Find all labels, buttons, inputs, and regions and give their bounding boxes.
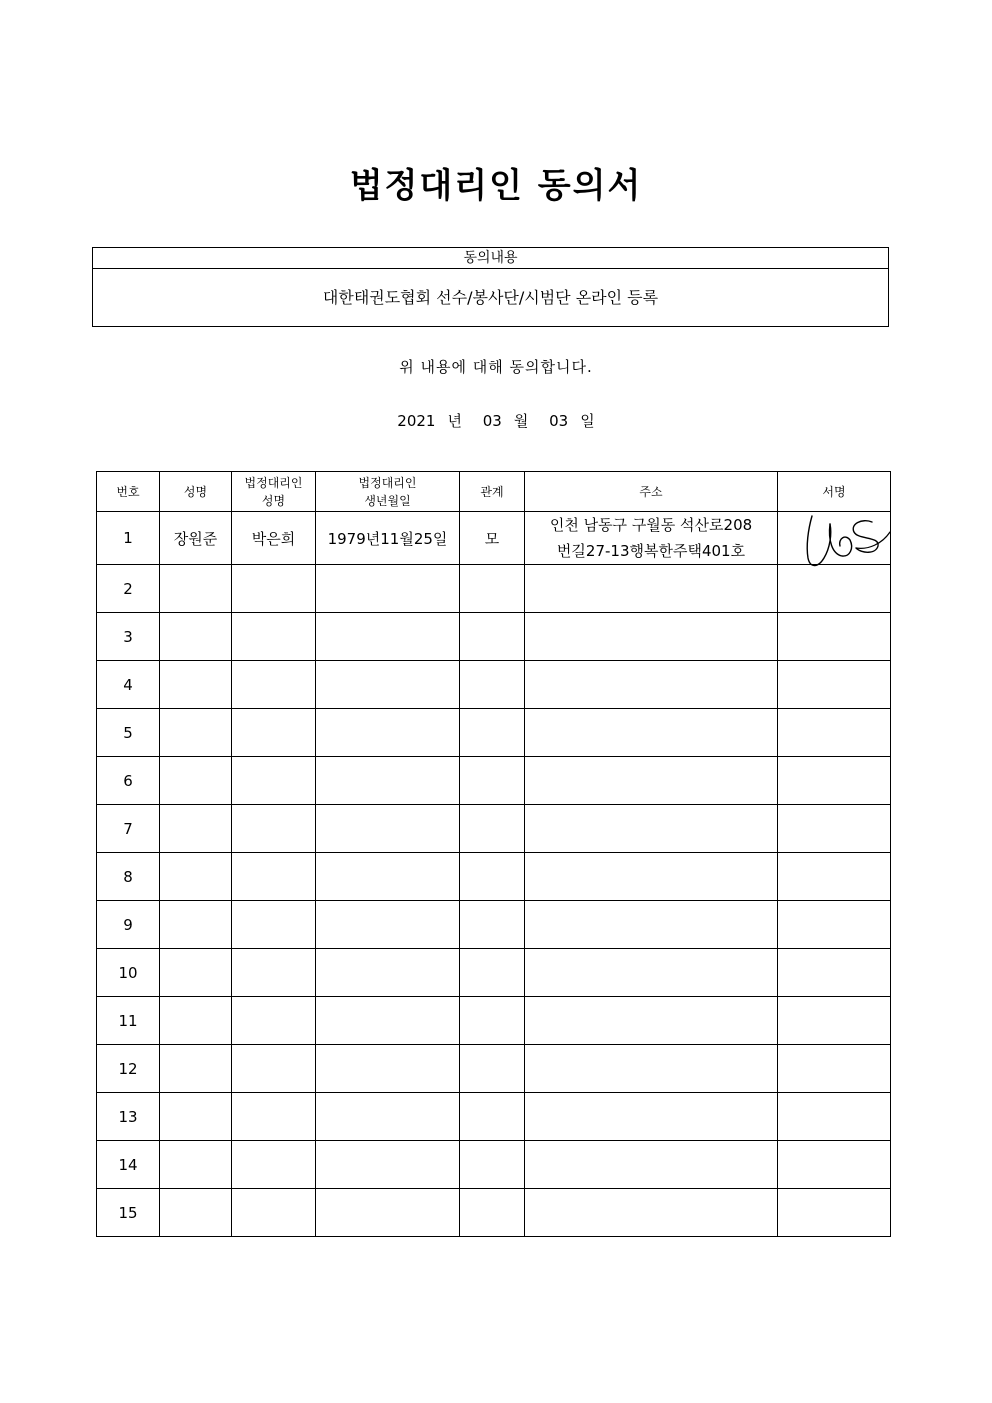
row-signature (778, 853, 891, 901)
row-no: 10 (97, 949, 160, 997)
table-row (97, 661, 891, 709)
row-name (160, 805, 232, 853)
row-relation (460, 949, 525, 997)
row-guardian-birth (316, 565, 460, 613)
header-guardian-birth-line1: 법정대리인 (358, 475, 417, 490)
row-guardian-name (232, 661, 316, 709)
row-guardian-name (232, 757, 316, 805)
row-no: 7 (97, 805, 160, 853)
row-signature (778, 997, 891, 1045)
row-no: 14 (97, 1141, 160, 1189)
document-title: 법정대리인 동의서 (349, 166, 643, 206)
row-no: 13 (97, 1093, 160, 1141)
row-no: 1 (97, 512, 160, 565)
consent-content: 대한태권도협회 선수/봉사단/시범단 온라인 등록 (322, 288, 659, 307)
row-address (525, 709, 778, 757)
row-relation (460, 709, 525, 757)
consent-date (0, 410, 992, 431)
header-guardian-birth (316, 472, 460, 512)
date-month: 03 (482, 412, 502, 430)
row-guardian-name (232, 805, 316, 853)
row-signature (778, 512, 891, 565)
row-guardian-name (232, 1045, 316, 1093)
row-signature (778, 661, 891, 709)
row-signature (778, 1189, 891, 1237)
header-guardian-birth-line2: 생년월일 (364, 493, 411, 508)
row-address (525, 901, 778, 949)
row-name (160, 901, 232, 949)
row-guardian-birth (316, 661, 460, 709)
date-day-unit: 일 (580, 412, 595, 430)
row-address (525, 661, 778, 709)
row-guardian-birth (316, 1093, 460, 1141)
row-name (160, 565, 232, 613)
row-name (160, 757, 232, 805)
row-no: 12 (97, 1045, 160, 1093)
row-signature (778, 709, 891, 757)
row-guardian-birth (316, 1141, 460, 1189)
row-guardian-name (232, 853, 316, 901)
row-name (160, 1189, 232, 1237)
row-name (160, 949, 232, 997)
table-row (97, 1093, 891, 1141)
row-name (160, 853, 232, 901)
row-relation (460, 1189, 525, 1237)
row-no: 9 (97, 901, 160, 949)
row-no: 5 (97, 709, 160, 757)
row-guardian-birth (316, 757, 460, 805)
row-relation (460, 565, 525, 613)
row-address (525, 997, 778, 1045)
table-row (97, 512, 891, 565)
table-row (97, 949, 891, 997)
row-name (160, 661, 232, 709)
row-no: 11 (97, 997, 160, 1045)
header-guardian-name-line1: 법정대리인 (244, 475, 303, 490)
row-guardian-birth (316, 1045, 460, 1093)
header-address: 주소 (525, 472, 778, 512)
row-no: 8 (97, 853, 160, 901)
row-name: 장원준 (160, 512, 232, 565)
row-name (160, 1141, 232, 1189)
row-guardian-name (232, 1189, 316, 1237)
row-address (525, 853, 778, 901)
row-relation (460, 853, 525, 901)
table-row (97, 805, 891, 853)
row-address (525, 512, 778, 565)
row-guardian-name: 박은희 (232, 512, 316, 565)
row-relation (460, 613, 525, 661)
table-row (97, 1141, 891, 1189)
row-guardian-birth (316, 901, 460, 949)
row-guardian-birth (316, 949, 460, 997)
row-guardian-name (232, 949, 316, 997)
row-name (160, 613, 232, 661)
row-relation (460, 805, 525, 853)
header-signature: 서명 (778, 472, 891, 512)
row-guardian-birth (316, 709, 460, 757)
row-signature (778, 613, 891, 661)
consent-box (92, 247, 889, 327)
row-signature (778, 757, 891, 805)
date-month-unit: 월 (513, 412, 529, 430)
header-relation: 관계 (460, 472, 525, 512)
row-guardian-name (232, 613, 316, 661)
row-guardian-name (232, 997, 316, 1045)
date-year: 2021 (397, 412, 436, 430)
table-row (97, 757, 891, 805)
header-guardian-name (232, 472, 316, 512)
guardian-roster-table (96, 471, 891, 1237)
agreement-statement: 위 내용에 대해 동의합니다. (399, 358, 593, 376)
row-address (525, 565, 778, 613)
row-name (160, 709, 232, 757)
row-guardian-birth (316, 613, 460, 661)
row-address-line2: 번길27-13행복한주택401호 (556, 542, 746, 560)
consent-header: 동의내용 (93, 248, 888, 269)
row-address (525, 949, 778, 997)
row-relation (460, 757, 525, 805)
row-address (525, 1189, 778, 1237)
header-no: 번호 (97, 472, 160, 512)
date-day: 03 (549, 412, 569, 430)
header-name: 성명 (160, 472, 232, 512)
table-row (97, 565, 891, 613)
row-relation (460, 997, 525, 1045)
table-row (97, 1189, 891, 1237)
row-guardian-birth: 1979년11월25일 (316, 512, 460, 565)
row-relation: 모 (460, 512, 525, 565)
row-guardian-name (232, 709, 316, 757)
row-address-line1: 인천 남동구 구월동 석산로208 (549, 516, 753, 534)
row-address (525, 1141, 778, 1189)
row-relation (460, 1093, 525, 1141)
row-no: 2 (97, 565, 160, 613)
row-name (160, 1093, 232, 1141)
row-no: 15 (97, 1189, 160, 1237)
row-relation (460, 1141, 525, 1189)
row-name (160, 997, 232, 1045)
row-signature (778, 1141, 891, 1189)
row-guardian-birth (316, 853, 460, 901)
row-address (525, 805, 778, 853)
row-signature (778, 949, 891, 997)
row-guardian-birth (316, 997, 460, 1045)
row-guardian-birth (316, 1189, 460, 1237)
table-row (97, 901, 891, 949)
header-guardian-name-line2: 성명 (261, 493, 286, 508)
row-relation (460, 901, 525, 949)
row-no: 3 (97, 613, 160, 661)
row-signature (778, 1093, 891, 1141)
table-row (97, 997, 891, 1045)
row-address (525, 613, 778, 661)
row-guardian-name (232, 901, 316, 949)
row-no: 6 (97, 757, 160, 805)
row-guardian-name (232, 1093, 316, 1141)
table-row (97, 613, 891, 661)
table-header-row (97, 472, 891, 512)
row-signature (778, 1045, 891, 1093)
row-signature (778, 901, 891, 949)
row-signature (778, 805, 891, 853)
handwritten-signature (802, 510, 892, 572)
row-guardian-birth (316, 805, 460, 853)
row-relation (460, 1045, 525, 1093)
row-address (525, 757, 778, 805)
row-no: 4 (97, 661, 160, 709)
row-address (525, 1045, 778, 1093)
row-name (160, 1045, 232, 1093)
table-row (97, 1045, 891, 1093)
table-row (97, 709, 891, 757)
date-year-unit: 년 (447, 412, 462, 430)
row-guardian-name (232, 1141, 316, 1189)
row-relation (460, 661, 525, 709)
row-guardian-name (232, 565, 316, 613)
row-address (525, 1093, 778, 1141)
table-row (97, 853, 891, 901)
